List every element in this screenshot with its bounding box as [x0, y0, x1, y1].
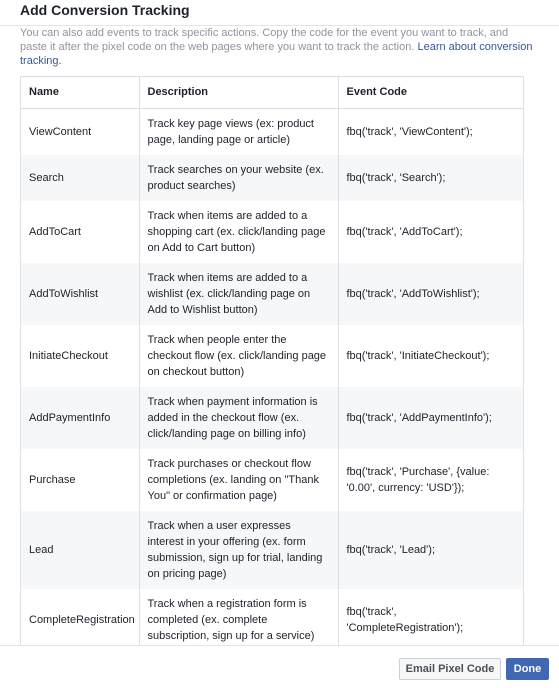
table-row — [21, 325, 523, 387]
intro-text — [20, 26, 535, 68]
event-name-cell: AddToCart — [21, 201, 139, 263]
table-header-row — [21, 77, 523, 108]
event-code-cell[interactable]: fbq('track', 'Lead'); — [338, 511, 523, 589]
event-code-cell[interactable]: fbq('track', 'InitiateCheckout'); — [338, 325, 523, 387]
event-description-cell: Track when people enter the checkout flow (ex. click/landing page on checkout button) — [139, 325, 338, 387]
email-pixel-code-button[interactable]: Email Pixel Code — [399, 658, 501, 680]
event-code-cell[interactable]: fbq('track', 'Purchase', {value: '0.00', currency: 'USD'}); — [338, 449, 523, 511]
done-button[interactable]: Done — [506, 658, 549, 680]
event-name-cell: AddToWishlist — [21, 263, 139, 325]
event-description-cell: Track when items are added to a wishlist (ex. click/landing page on Add to Wishlist button) — [139, 263, 338, 325]
event-code-cell[interactable]: fbq('track', 'CompleteRegistration'); — [338, 589, 523, 651]
dialog-title: Add Conversion Tracking — [20, 2, 190, 18]
event-name-cell: Search — [21, 155, 139, 201]
event-code-cell[interactable]: fbq('track', 'Search'); — [338, 155, 523, 201]
event-description-cell: Track key page views (ex: product page, landing page or article) — [139, 108, 338, 155]
event-name-cell: Purchase — [21, 449, 139, 511]
intro-description: You can also add events to track specific actions. Copy the code for the event you want to track, and paste it after the pixel code on the web pages where you want to track the action. — [20, 27, 509, 53]
table-row — [21, 201, 523, 263]
event-name-cell: ViewContent — [21, 108, 139, 155]
learn-more-link[interactable]: Learn about conversion tracking. — [20, 41, 533, 67]
column-header-name: Name — [21, 77, 139, 108]
event-description-cell: Track when a registration form is completed (ex. complete subscription, sign up for a service) — [139, 589, 338, 651]
table-row — [21, 511, 523, 589]
event-name-cell: AddPaymentInfo — [21, 387, 139, 449]
event-code-cell[interactable]: fbq('track', 'AddToCart'); — [338, 201, 523, 263]
event-name-cell: InitiateCheckout — [21, 325, 139, 387]
event-code-cell[interactable]: fbq('track', 'ViewContent'); — [338, 108, 523, 155]
table-row — [21, 387, 523, 449]
table-row — [21, 263, 523, 325]
dialog-header — [0, 0, 559, 26]
event-description-cell: Track purchases or checkout flow completions (ex. landing on "Thank You" or confirmation page) — [139, 449, 338, 511]
event-code-cell[interactable]: fbq('track', 'AddToWishlist'); — [338, 263, 523, 325]
table-row — [21, 589, 523, 651]
column-header-code: Event Code — [338, 77, 523, 108]
events-table — [21, 77, 523, 651]
table-row — [21, 108, 523, 155]
event-name-cell: CompleteRegistration — [21, 589, 139, 651]
event-description-cell: Track when payment information is added in the checkout flow (ex. click/landing page on billing info) — [139, 387, 338, 449]
table-row — [21, 449, 523, 511]
events-table-container — [20, 76, 524, 652]
column-header-description: Description — [139, 77, 338, 108]
dialog-footer — [0, 645, 559, 688]
event-description-cell: Track searches on your website (ex. product searches) — [139, 155, 338, 201]
table-row — [21, 155, 523, 201]
event-name-cell: Lead — [21, 511, 139, 589]
event-description-cell: Track when a user expresses interest in your offering (ex. form submission, sign up for trial, landing on pricing page) — [139, 511, 338, 589]
event-code-cell[interactable]: fbq('track', 'AddPaymentInfo'); — [338, 387, 523, 449]
event-description-cell: Track when items are added to a shopping cart (ex. click/landing page on Add to Cart button) — [139, 201, 338, 263]
